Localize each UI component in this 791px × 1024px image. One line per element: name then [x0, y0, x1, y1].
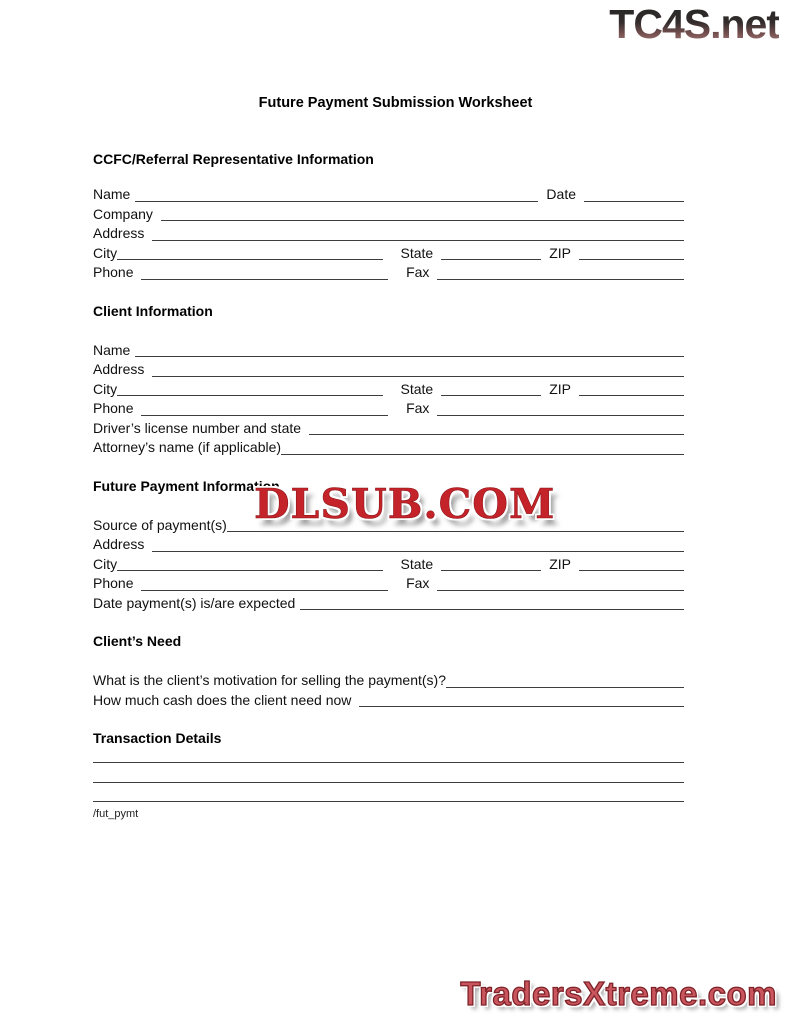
zip-label: ZIP	[549, 380, 571, 397]
section-representative	[93, 185, 684, 283]
section-heading-clients-need: Client’s Need	[93, 633, 182, 649]
city-field-line	[117, 380, 382, 397]
name-label: Name	[93, 341, 131, 358]
state-label: State	[400, 555, 434, 572]
section-future-payment	[93, 516, 684, 614]
form-row-attorney	[93, 438, 684, 458]
state-label: State	[400, 380, 434, 397]
fax-field-line	[437, 399, 684, 416]
state-field-line	[441, 380, 541, 397]
document-code: /fut_pymt	[93, 808, 139, 820]
section-clients-need	[93, 671, 684, 710]
fax-field-line	[437, 263, 684, 280]
section-transaction-details	[93, 747, 684, 802]
city-label: City	[93, 380, 118, 397]
address-label: Address	[93, 536, 145, 552]
attorney-label: Attorney’s name (if applicable)	[93, 439, 282, 455]
form-row-name-date	[93, 185, 684, 205]
attorney-field-line	[281, 438, 684, 455]
zip-label: ZIP	[549, 555, 571, 572]
drivers-license-field-line	[309, 419, 684, 436]
zip-label: ZIP	[549, 244, 571, 261]
form-row-cash-needed	[93, 691, 684, 711]
cash-needed-field-line	[359, 691, 684, 708]
form-row-date-expected	[93, 594, 684, 614]
form-row-phone-fax	[93, 263, 684, 283]
tradersxtreme-watermark: TradersXtreme.com	[460, 975, 777, 1012]
fax-label: Fax	[406, 575, 430, 591]
phone-field-line	[141, 263, 388, 280]
zip-field-line	[579, 244, 684, 261]
company-field-line	[161, 205, 684, 222]
section-heading-client: Client Information	[93, 302, 213, 319]
date-expected-label: Date payment(s) is/are expected	[93, 594, 296, 611]
section-heading-representative: CCFC/Referral Representative Information	[93, 151, 374, 167]
date-expected-field-line	[300, 594, 684, 611]
transaction-details-line	[93, 783, 684, 803]
phone-label: Phone	[93, 575, 134, 591]
motivation-label: What is the client’s motivation for selling the payment(s)?	[93, 672, 447, 688]
city-label: City	[93, 555, 118, 572]
form-row-address	[93, 360, 684, 380]
form-row-city-state-zip	[93, 244, 684, 264]
zip-field-line	[579, 555, 684, 572]
form-row-company	[93, 205, 684, 225]
form-row-city-state-zip	[93, 555, 684, 575]
address-label: Address	[93, 225, 145, 241]
section-heading-transaction-details: Transaction Details	[93, 730, 222, 746]
form-row-phone-fax	[93, 574, 684, 594]
phone-label: Phone	[93, 264, 134, 280]
page-title: Future Payment Submission Worksheet	[258, 95, 533, 111]
form-row-address	[93, 224, 684, 244]
name-label: Name	[93, 186, 131, 202]
address-field-line	[152, 360, 684, 377]
form-row-phone-fax	[93, 399, 684, 419]
phone-field-line	[141, 399, 388, 416]
fax-field-line	[437, 574, 684, 591]
phone-label: Phone	[93, 400, 134, 416]
form-row-city-state-zip	[93, 380, 684, 400]
date-field-line	[584, 185, 684, 202]
transaction-details-line	[93, 763, 684, 783]
form-row-name	[93, 341, 684, 361]
city-field-line	[117, 555, 382, 572]
section-heading-future-payment: Future Payment Information	[93, 477, 280, 494]
name-field-line	[135, 185, 538, 202]
address-field-line	[152, 535, 684, 552]
address-label: Address	[93, 361, 145, 377]
form-row-motivation	[93, 671, 684, 691]
form-row-address	[93, 535, 684, 555]
state-field-line	[441, 244, 541, 261]
dlsub-stamp-watermark: DLSUB.COM	[254, 480, 556, 528]
phone-field-line	[141, 574, 388, 591]
address-field-line	[152, 224, 684, 241]
city-label: City	[93, 244, 118, 261]
section-client	[93, 341, 684, 458]
fax-label: Fax	[406, 264, 430, 280]
transaction-details-line	[93, 747, 684, 763]
fax-label: Fax	[406, 400, 430, 416]
date-label: Date	[546, 186, 576, 202]
form-row-drivers-license	[93, 419, 684, 439]
zip-field-line	[579, 380, 684, 397]
state-label: State	[400, 244, 434, 261]
tc4s-logo-watermark: TC4S.net	[609, 1, 779, 47]
motivation-field-line	[446, 671, 684, 688]
company-label: Company	[93, 205, 153, 222]
state-field-line	[441, 555, 541, 572]
city-field-line	[117, 244, 382, 261]
name-field-line	[135, 341, 684, 358]
payment-source-label: Source of payment(s)	[93, 516, 227, 533]
drivers-license-label: Driver’s license number and state	[93, 419, 302, 436]
cash-needed-label: How much cash does the client need now	[93, 691, 352, 708]
